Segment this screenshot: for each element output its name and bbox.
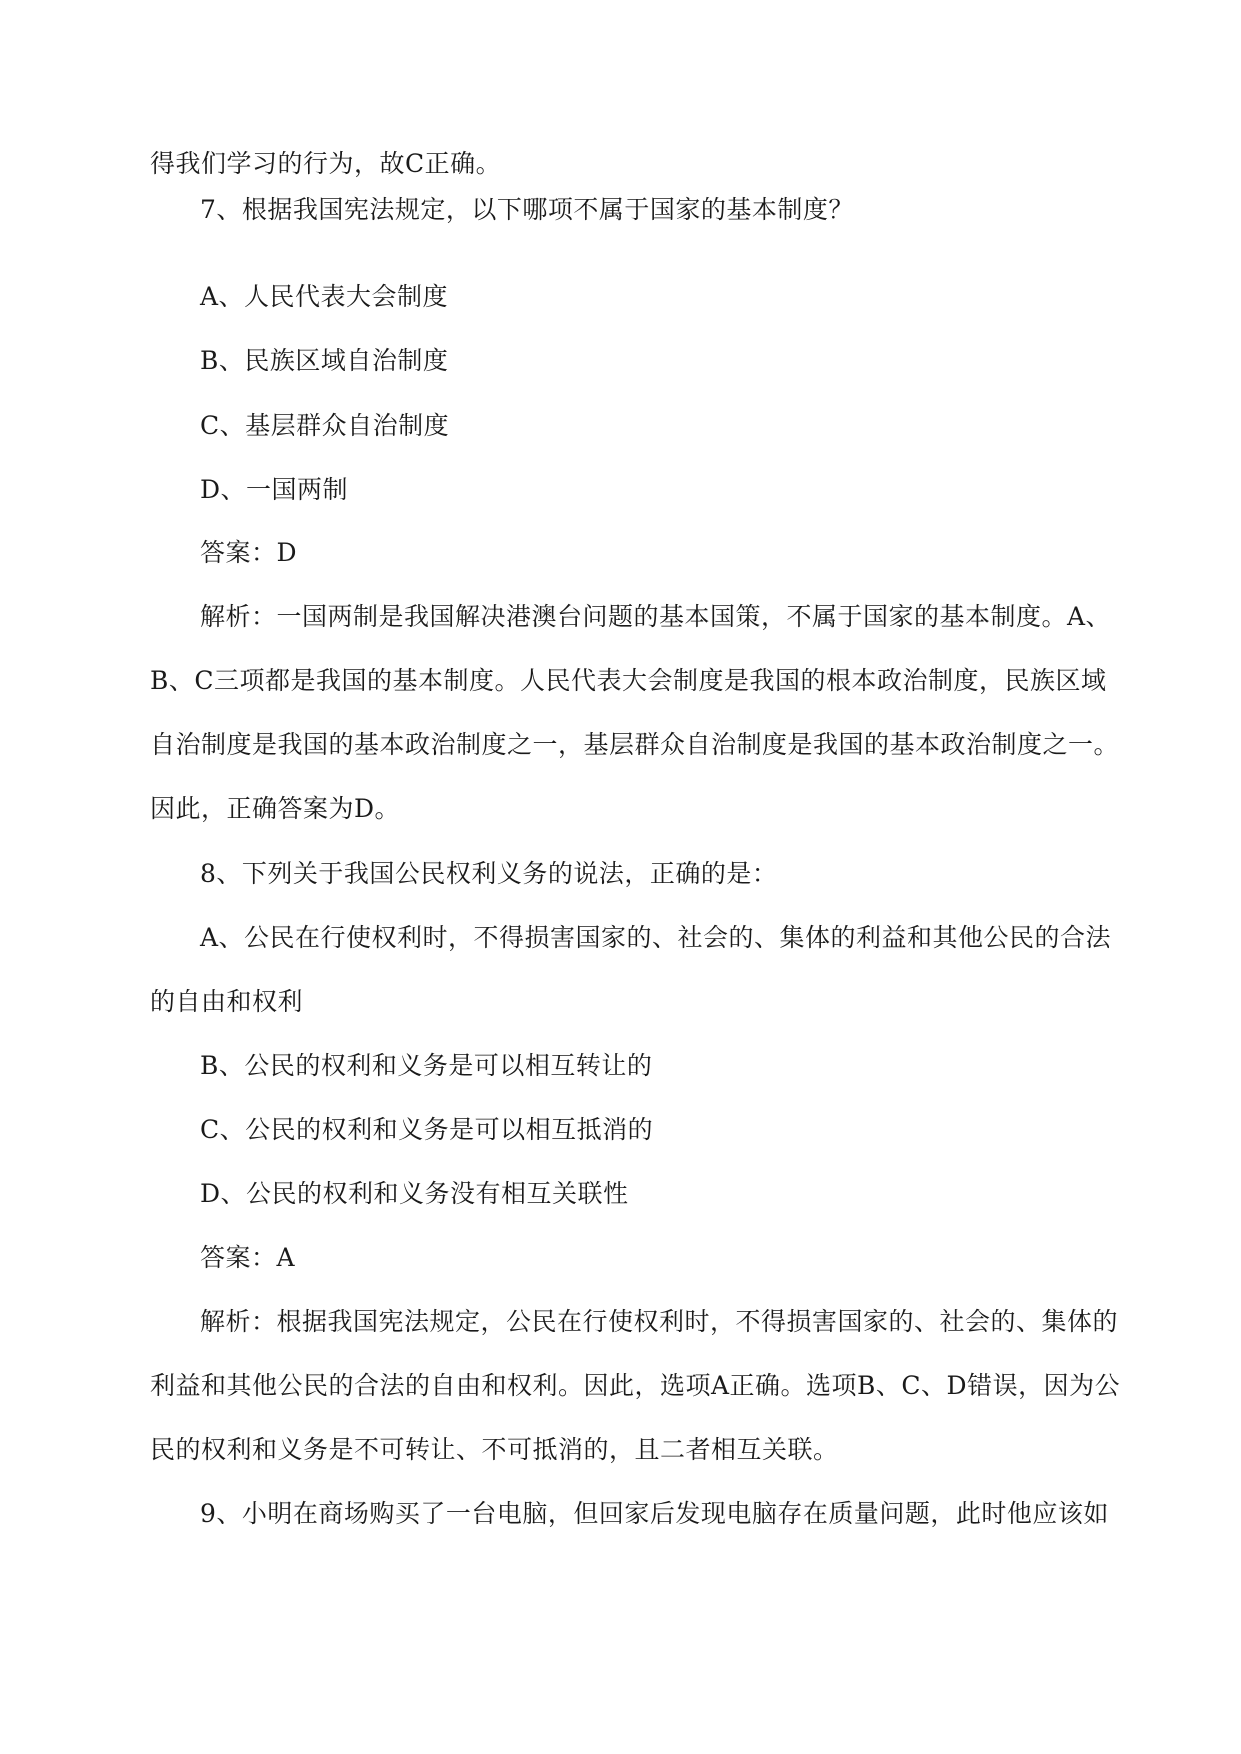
question-8-answer: 答案：A	[200, 1243, 296, 1272]
question-8-option-c: C、公民的权利和义务是可以相互抵消的	[200, 1115, 654, 1144]
question-8-option-b: B、公民的权利和义务是可以相互转让的	[200, 1051, 653, 1080]
question-8-explanation-line: 利益和其他公民的合法的自由和权利。因此，选项A正确。选项B、C、D错误，因为公	[150, 1371, 1121, 1400]
question-8-option-a-continued: 的自由和权利	[150, 987, 304, 1016]
question-7-answer: 答案：D	[200, 538, 298, 567]
question-7-option-c: C、基层群众自治制度	[200, 411, 450, 440]
question-8-explanation-line: 解析：根据我国宪法规定，公民在行使权利时，不得损害国家的、社会的、集体的	[200, 1307, 1119, 1336]
question-7-option-d: D、一国两制	[200, 475, 349, 504]
question-7-option-a: A、人民代表大会制度	[200, 282, 449, 311]
question-8-text: 8、下列关于我国公民权利义务的说法，正确的是：	[200, 859, 778, 888]
question-7-explanation-line: 自治制度是我国的基本政治制度之一，基层群众自治制度是我国的基本政治制度之一。	[150, 730, 1120, 759]
question-7-explanation-line: 解析：一国两制是我国解决港澳台问题的基本国策，不属于国家的基本制度。A、	[200, 602, 1112, 631]
question-7-option-b: B、民族区域自治制度	[200, 346, 449, 375]
question-8-option-d: D、公民的权利和义务没有相互关联性	[200, 1179, 629, 1208]
question-7-explanation-line: B、C三项都是我国的基本制度。人民代表大会制度是我国的根本政治制度，民族区域	[150, 666, 1107, 695]
question-8-option-a: A、公民在行使权利时，不得损害国家的、社会的、集体的利益和其他公民的合法	[200, 923, 1112, 952]
question-8-explanation-line: 民的权利和义务是不可转让、不可抵消的，且二者相互关联。	[150, 1435, 839, 1464]
question-7-explanation-line: 因此，正确答案为D。	[150, 794, 401, 823]
question-7-text: 7、根据我国宪法规定，以下哪项不属于国家的基本制度？	[200, 195, 854, 224]
text-line: 得我们学习的行为，故C正确。	[150, 149, 502, 178]
question-9-text: 9、小明在商场购买了一台电脑，但回家后发现电脑存在质量问题，此时他应该如	[200, 1499, 1109, 1528]
